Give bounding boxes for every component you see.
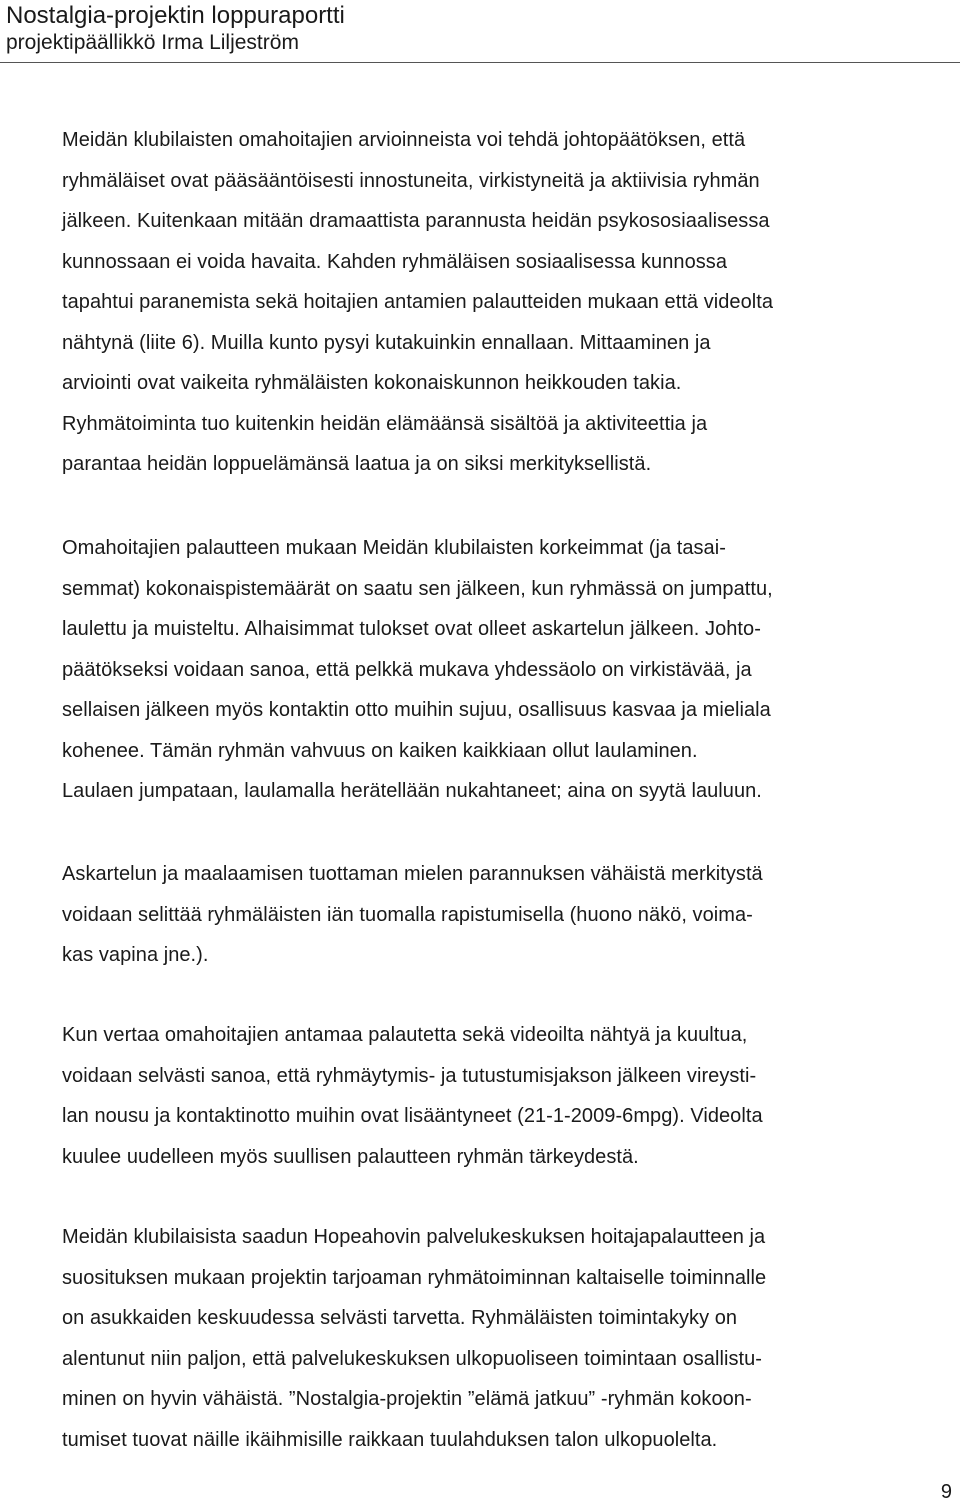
text-line: kohenee. Tämän ryhmän vahvuus on kaiken kaikkiaan ollut laulaminen.	[62, 739, 698, 762]
text-line: nähtynä (liite 6). Muilla kunto pysyi kutakuinkin ennallaan. Mittaaminen ja	[62, 331, 711, 354]
text-line: tumiset tuovat näille ikäihmisille raikkaan tuulahduksen talon ulkopuolelta.	[62, 1428, 718, 1451]
text-line: Ryhmätoiminta tuo kuitenkin heidän elämäänsä sisältöä ja aktiviteettia ja	[62, 412, 708, 435]
page-header	[6, 2, 345, 56]
text-line: Kun vertaa omahoitajien antamaa palautetta sekä videoilta nähtyä ja kuultua,	[62, 1024, 748, 1046]
paragraph-4	[62, 1015, 763, 1177]
text-line: ryhmäläiset ovat pääsääntöisesti innostuneita, virkistyneitä ja aktiivisia ryhmän	[62, 169, 760, 192]
text-line: laulettu ja muisteltu. Alhaisimmat tulokset ovat olleet askartelun jälkeen. Johto-	[62, 618, 761, 640]
text-line: semmat) kokonaispistemäärät on saatu sen jälkeen, kun ryhmässä on jumpattu,	[62, 577, 773, 600]
text-line: voidaan selvästi sanoa, että ryhmäytymis- ja tutustumisjakson jälkeen vireysti-	[62, 1064, 757, 1087]
text-line: kas vapina jne.).	[62, 944, 209, 966]
text-line: lan nousu ja kontaktinotto muihin ovat lisääntyneet (21-1-2009-6mpg). Videolta	[62, 1105, 763, 1127]
text-line: minen on hyvin vähäistä. ”Nostalgia-projektin ”elämä jatkuu” -ryhmän kokoon-	[62, 1388, 752, 1410]
text-line: päätökseksi voidaan sanoa, että pelkkä mukava yhdessäolo on virkistävää, ja	[62, 658, 752, 681]
text-line: tapahtui paranemista sekä hoitajien antamien palautteiden mukaan että videolta	[62, 291, 774, 313]
text-line: parantaa heidän loppuelämänsä laatua ja on siksi merkityksellistä.	[62, 453, 652, 475]
text-line: kuulee uudelleen myös suullisen palautteen ryhmän tärkeydestä.	[62, 1145, 639, 1168]
paragraph-3	[62, 854, 763, 976]
document-author: projektipäällikkö Irma Liljeström	[6, 31, 299, 54]
text-line: alentunut niin paljon, että palvelukeskuksen ulkopuoliseen toimintaan osallistu-	[62, 1347, 762, 1370]
text-line: suosituksen mukaan projektin tarjoaman ryhmätoiminnan kaltaiselle toiminnalle	[62, 1266, 767, 1289]
text-line: arviointi ovat vaikeita ryhmäläisten kokonaiskunnon heikkouden takia.	[62, 372, 682, 394]
text-line: Omahoitajien palautteen mukaan Meidän klubilaisten korkeimmat (ja tasai-	[62, 537, 726, 559]
document-title: Nostalgia-projektin loppuraportti	[6, 2, 345, 29]
text-line: voidaan selittää ryhmäläisten iän tuomalla rapistumisella (huono näkö, voima-	[62, 903, 753, 926]
text-line: sellaisen jälkeen myös kontaktin otto muihin sujuu, osallisuus kasvaa ja mieliala	[62, 699, 771, 721]
text-line: Laulaen jumpataan, laulamalla herätellään nukahtaneet; aina on syytä lauluun.	[62, 780, 762, 802]
text-line: kunnossaan ei voida havaita. Kahden ryhmäläisen sosiaalisessa kunnossa	[62, 250, 728, 273]
paragraph-2	[62, 528, 773, 812]
text-line: jälkeen. Kuitenkaan mitään dramaattista parannusta heidän psykososiaalisessa	[62, 210, 770, 232]
text-line: on asukkaiden keskuudessa selvästi tarvetta. Ryhmäläisten toimintakyky on	[62, 1307, 738, 1329]
paragraph-1	[62, 120, 773, 485]
page-number: 9	[940, 1481, 952, 1503]
text-line: Meidän klubilaisista saadun Hopeahovin palvelukeskuksen hoitajapalautteen ja	[62, 1226, 766, 1248]
paragraph-5	[62, 1217, 766, 1460]
text-line: Askartelun ja maalaamisen tuottaman mielen parannuksen vähäistä merkitystä	[62, 863, 763, 885]
text-line: Meidän klubilaisten omahoitajien arvioinneista voi tehdä johtopäätöksen, että	[62, 129, 746, 151]
header-divider	[0, 62, 960, 63]
